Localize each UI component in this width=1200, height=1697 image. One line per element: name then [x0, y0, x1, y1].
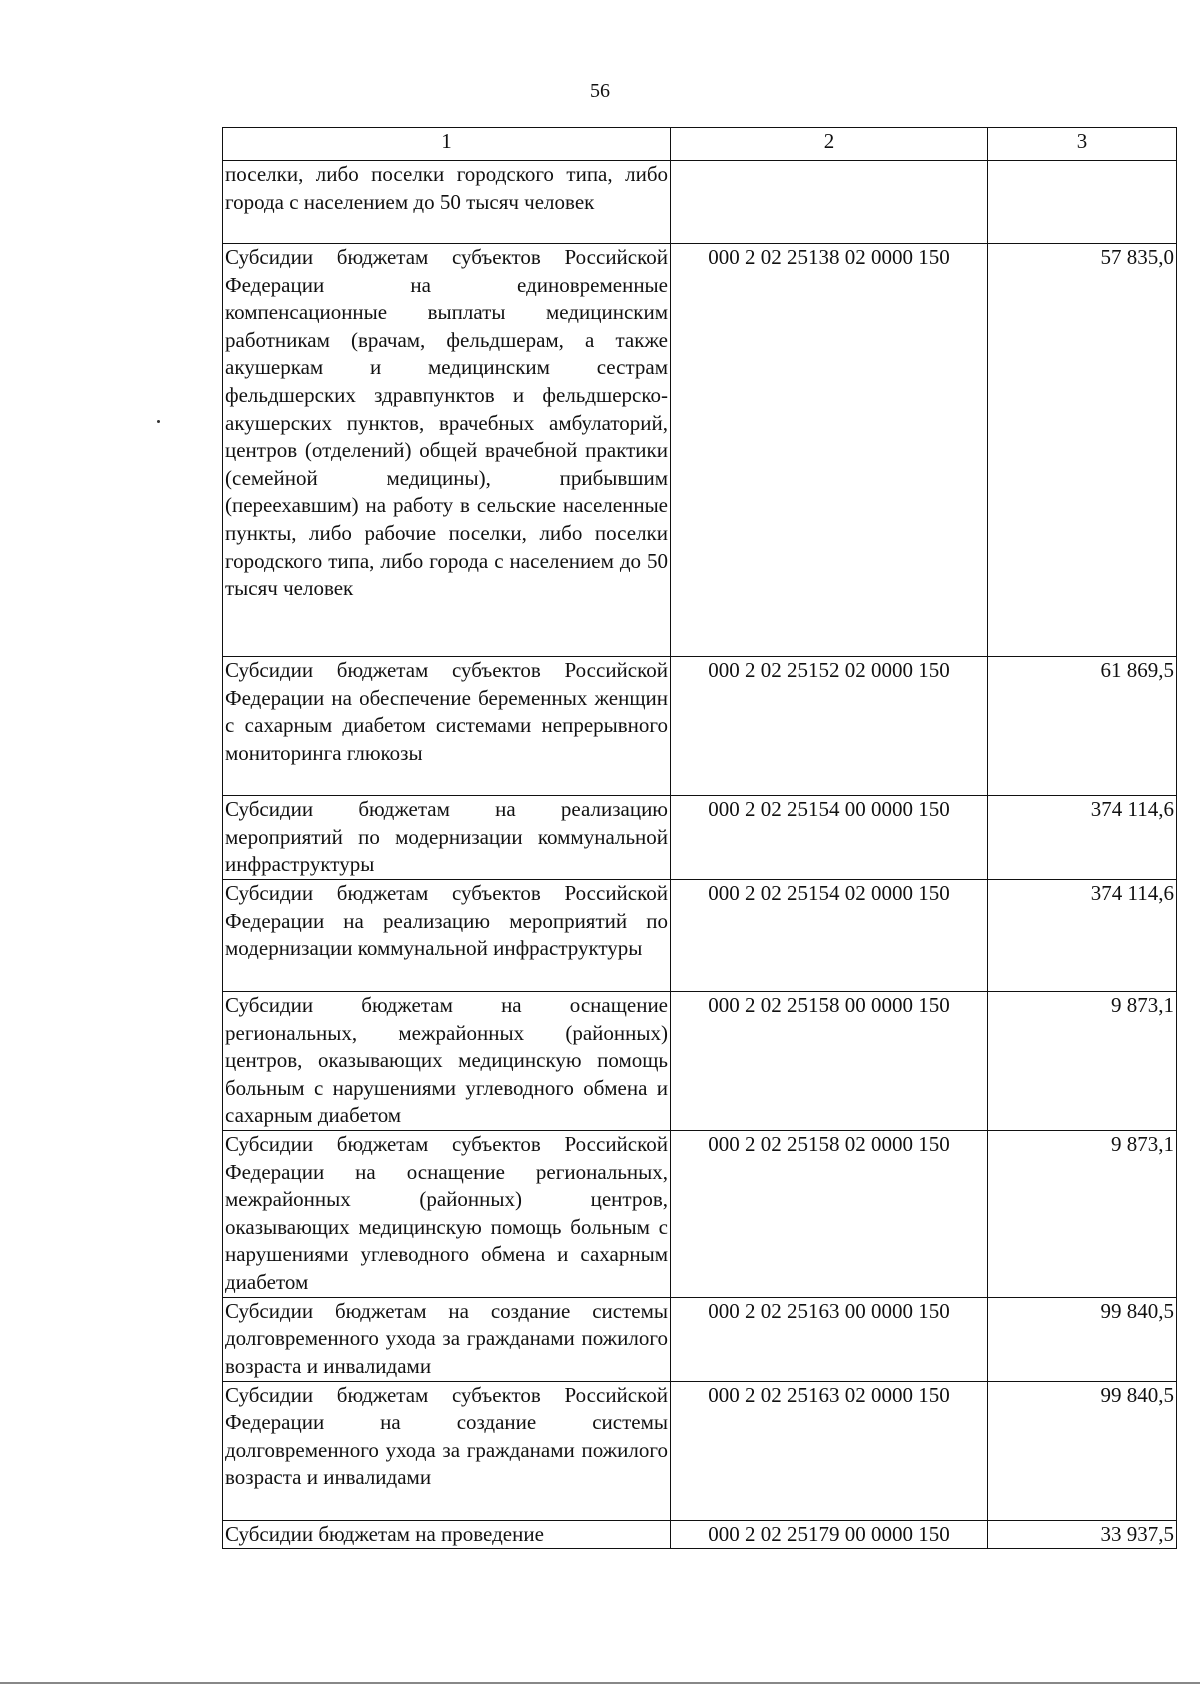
row-code: 000 2 02 25154 02 0000 150	[671, 880, 988, 992]
table-row	[223, 657, 1177, 796]
row-code: 000 2 02 25179 00 0000 150	[671, 1520, 988, 1549]
table-row	[223, 796, 1177, 880]
row-description: Субсидии бюджетам на оснащение региональных, межрайонных (районных) центров, оказывающих медицинскую помощь больным с нарушениями углеводного обмена и сахарным диабетом	[223, 992, 671, 1131]
table-header-row	[223, 128, 1177, 161]
row-amount: 33 937,5	[988, 1520, 1177, 1549]
row-amount: 57 835,0	[988, 244, 1177, 657]
table-row	[223, 880, 1177, 992]
row-amount: 99 840,5	[988, 1381, 1177, 1520]
row-code: 000 2 02 25163 00 0000 150	[671, 1297, 988, 1381]
row-code	[671, 161, 988, 244]
table-row	[223, 1297, 1177, 1381]
row-amount: 61 869,5	[988, 657, 1177, 796]
column-header: 2	[671, 128, 988, 161]
table-row	[223, 1131, 1177, 1298]
table-row	[223, 244, 1177, 657]
table-row	[223, 1520, 1177, 1549]
row-description: Субсидии бюджетам на создание системы долговременного ухода за гражданами пожилого возраста и инвалидами	[223, 1297, 671, 1381]
row-code: 000 2 02 25163 02 0000 150	[671, 1381, 988, 1520]
column-header: 3	[988, 128, 1177, 161]
table-row	[223, 1381, 1177, 1520]
row-amount: 374 114,6	[988, 880, 1177, 992]
table-row	[223, 161, 1177, 244]
row-code: 000 2 02 25152 02 0000 150	[671, 657, 988, 796]
row-amount: 374 114,6	[988, 796, 1177, 880]
table-row	[223, 992, 1177, 1131]
row-description: поселки, либо поселки городского типа, либо города с населением до 50 тысяч человек	[223, 161, 671, 244]
row-description: Субсидии бюджетам субъектов Российской Федерации на создание системы долговременного ухода за гражданами пожилого возраста и инвалидами	[223, 1381, 671, 1520]
row-code: 000 2 02 25158 00 0000 150	[671, 992, 988, 1131]
row-amount	[988, 161, 1177, 244]
row-amount: 9 873,1	[988, 992, 1177, 1131]
row-amount: 9 873,1	[988, 1131, 1177, 1298]
row-description: Субсидии бюджетам субъектов Российской Федерации на оснащение региональных, межрайонных (районных) центров, оказывающих медицинскую помощь больным с нарушениями углеводного обмена и сахарным диабетом	[223, 1131, 671, 1298]
row-code: 000 2 02 25138 02 0000 150	[671, 244, 988, 657]
row-code: 000 2 02 25154 00 0000 150	[671, 796, 988, 880]
row-description: Субсидии бюджетам субъектов Российской Федерации на реализацию мероприятий по модернизации коммунальной инфраструктуры	[223, 880, 671, 992]
budget-table	[222, 127, 1177, 1549]
scan-edge-line	[0, 1682, 1200, 1684]
row-amount: 99 840,5	[988, 1297, 1177, 1381]
row-description: Субсидии бюджетам на реализацию мероприятий по модернизации коммунальной инфраструктуры	[223, 796, 671, 880]
scan-speck	[157, 420, 160, 423]
row-description: Субсидии бюджетам на проведение	[223, 1520, 671, 1549]
column-header: 1	[223, 128, 671, 161]
row-description: Субсидии бюджетам субъектов Российской Федерации на обеспечение беременных женщин с сахарным диабетом системами непрерывного мониторинга глюкозы	[223, 657, 671, 796]
row-description: Субсидии бюджетам субъектов Российской Федерации на единовременные компенсационные выплаты медицинским работникам (врачам, фельдшерам, а также акушеркам и медицинским сестрам фельдшерских здравпунктов и фельдшерско-акушерских пунктов, врачебных амбулаторий, центров (отделений) общей врачебной практики (семейной медицины), прибывшим (переехавшим) на работу в сельские населенные пункты, либо рабочие поселки, либо поселки городского типа, либо города с населением до 50 тысяч человек	[223, 244, 671, 657]
page-number: 56	[590, 80, 610, 102]
row-code: 000 2 02 25158 02 0000 150	[671, 1131, 988, 1298]
